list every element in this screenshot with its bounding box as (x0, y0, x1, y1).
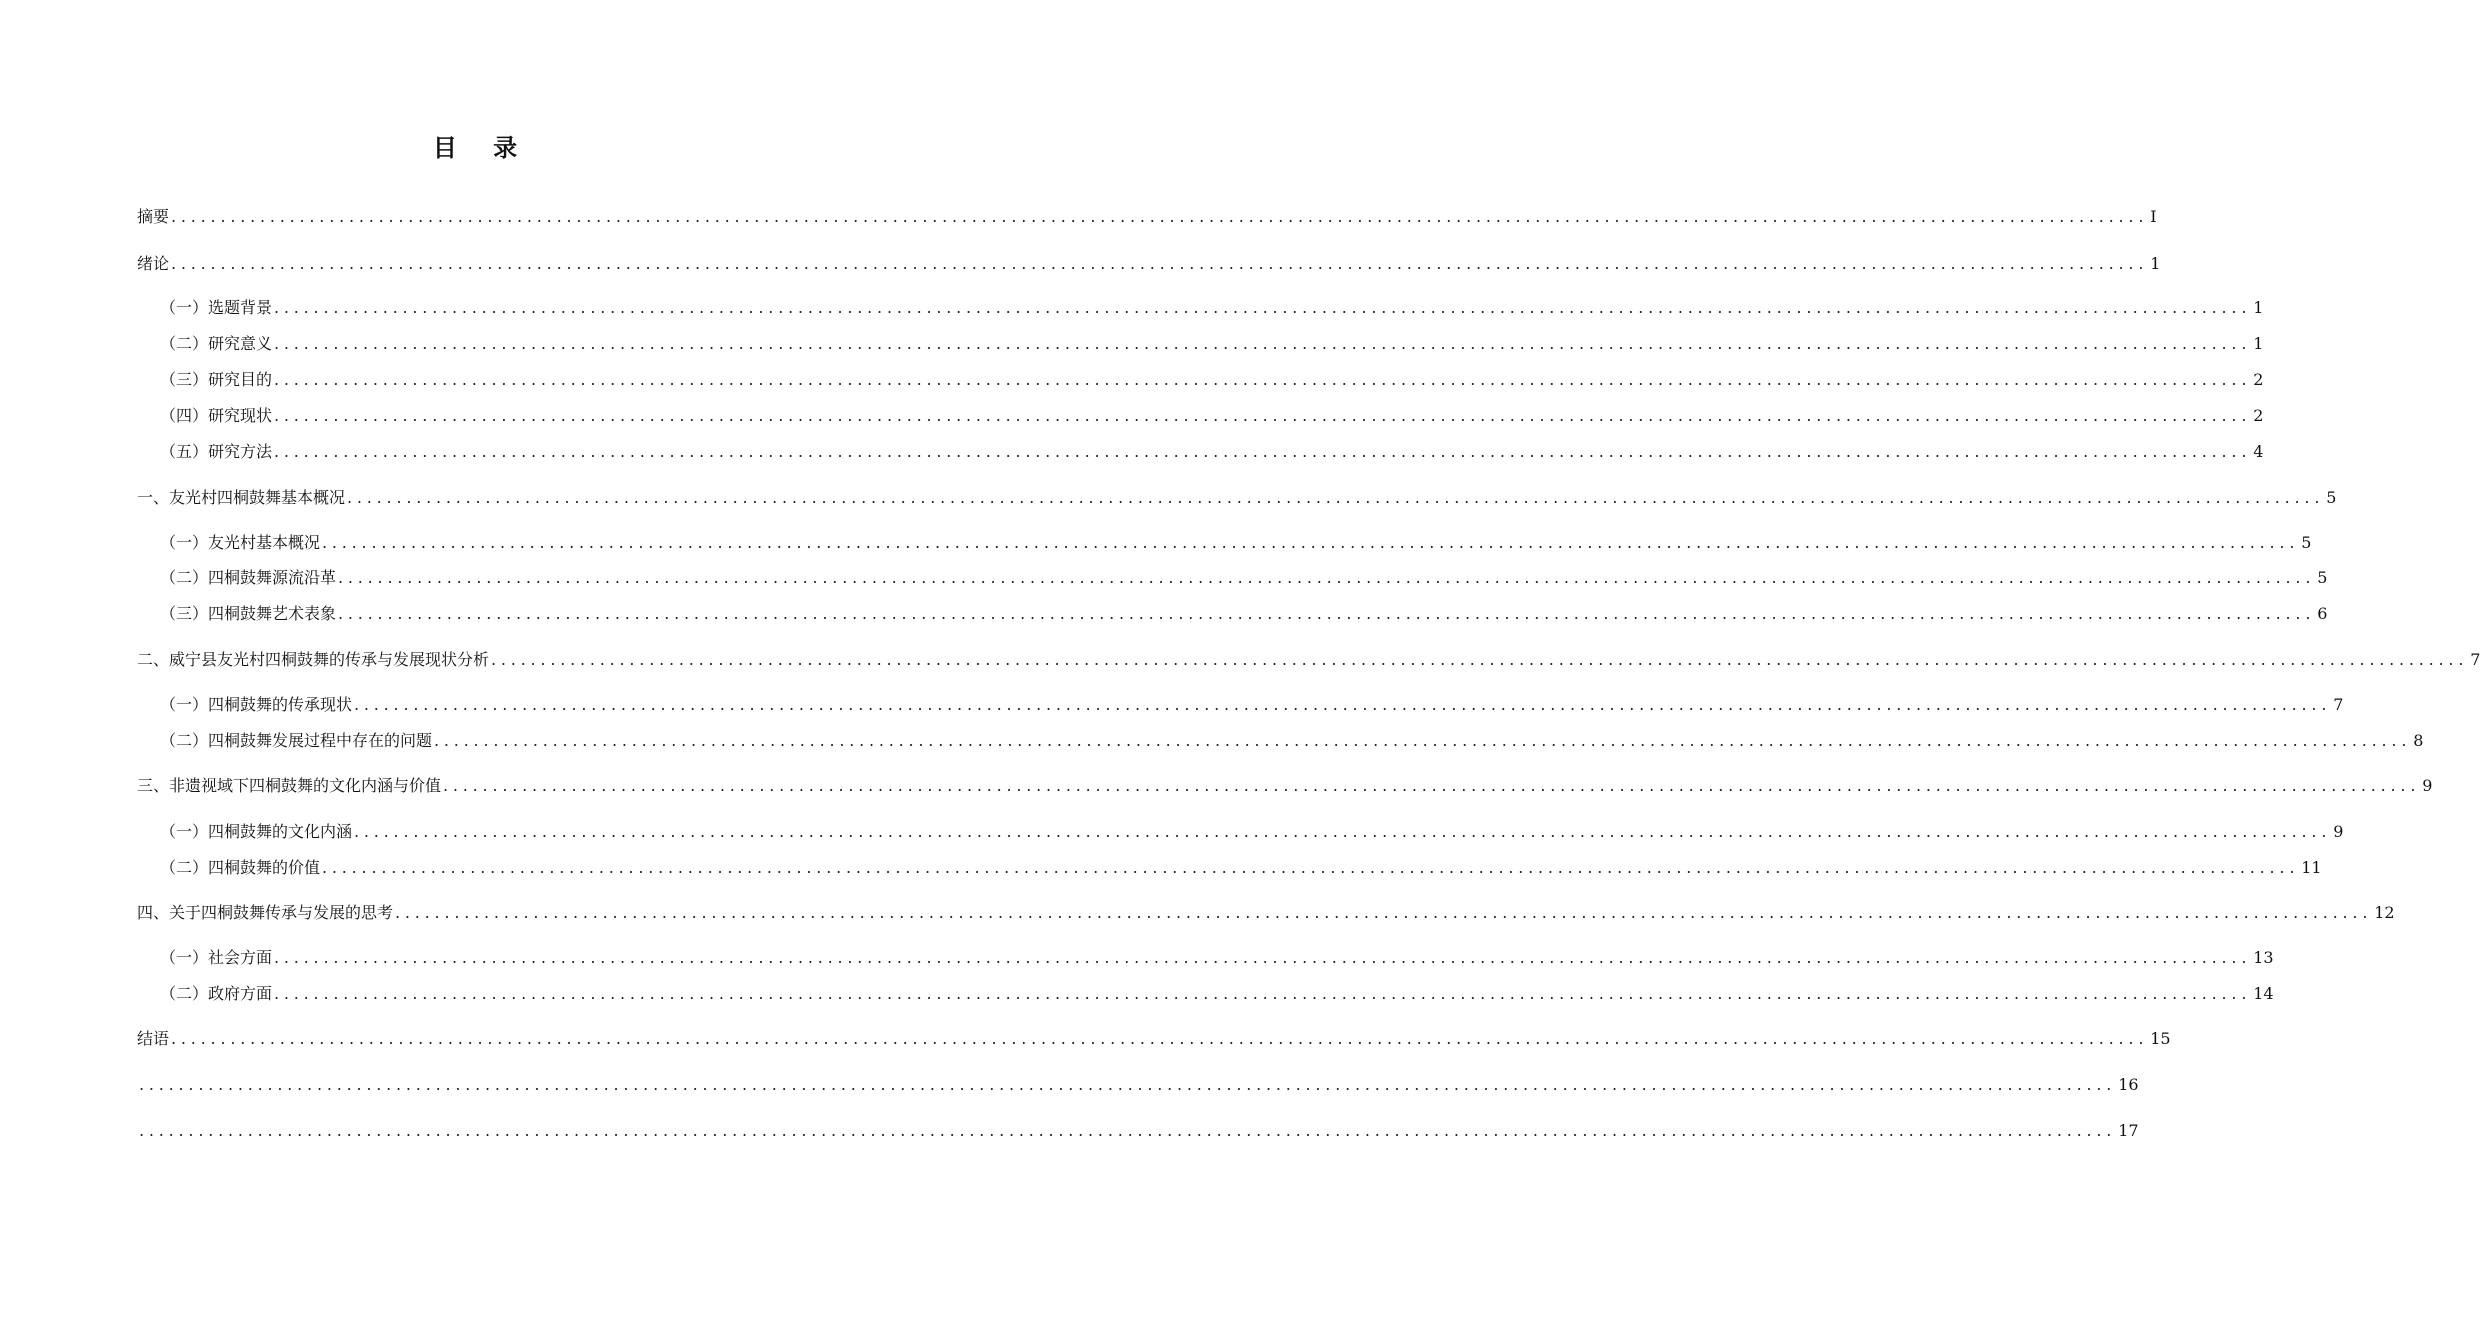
toc-entry-page: 11 (2301, 858, 2322, 877)
toc-entry[interactable] (137, 206, 2157, 228)
toc-dot-leader: ........................................................................................................................................................................................................ (274, 334, 2252, 353)
toc-entry-page: 2 (2253, 370, 2264, 389)
toc-dot-leader: ........................................................................................................................................................................................................ (354, 822, 2332, 841)
toc-dot-leader: ........................................................................................................................................................................................................ (338, 604, 2316, 623)
toc-entry-page: 13 (2253, 948, 2274, 967)
toc-entry[interactable] (137, 487, 2337, 509)
toc-entry-page: 9 (2333, 822, 2344, 841)
toc-dot-leader: ........................................................................................................................................................................................................ (171, 207, 2149, 226)
toc-dot-leader: ........................................................................................................................................................................................................ (443, 776, 2421, 795)
toc-dot-leader: ........................................................................................................................................................................................................ (139, 1075, 2117, 1094)
toc-entry-page: 7 (2470, 650, 2480, 669)
toc-entry-label: （五）研究方法 (160, 442, 273, 461)
toc-entry-label: （二）四桐鼓舞源流沿革 (160, 568, 337, 587)
toc-entry-label: 三、非遗视域下四桐鼓舞的文化内涵与价值 (137, 776, 442, 795)
toc-entry[interactable] (160, 947, 2274, 969)
toc-dot-leader: ........................................................................................................................................................................................................ (322, 533, 2300, 552)
toc-entry-page: 7 (2333, 695, 2344, 714)
toc-entry-page: 4 (2253, 442, 2264, 461)
toc-entry[interactable] (160, 369, 2264, 391)
toc-entry-page: 17 (2118, 1121, 2139, 1140)
toc-entry-label: （一）选题背景 (160, 298, 273, 317)
toc-dot-leader: ........................................................................................................................................................................................................ (434, 731, 2412, 750)
toc-dot-leader: ........................................................................................................................................................................................................ (491, 650, 2469, 669)
toc-entry-label: 四、关于四桐鼓舞传承与发展的思考 (137, 903, 394, 922)
toc-entry-page: 5 (2301, 533, 2312, 552)
toc-entry-page: 14 (2253, 984, 2274, 1003)
toc-entry-page: 5 (2326, 488, 2337, 507)
toc-entry[interactable] (160, 405, 2264, 427)
toc-entry[interactable] (160, 532, 2312, 554)
toc-entry[interactable] (160, 730, 2424, 752)
toc-entry[interactable] (137, 1120, 2139, 1142)
toc-entry-label: （二）四桐鼓舞的价值 (160, 858, 321, 877)
toc-dot-leader: ........................................................................................................................................................................................................ (171, 1029, 2149, 1048)
toc-entry-label: （一）友光村基本概况 (160, 533, 321, 552)
toc-dot-leader: ........................................................................................................................................................................................................ (274, 948, 2252, 967)
toc-entry-label: （三）研究目的 (160, 370, 273, 389)
toc-entry-page: 8 (2413, 731, 2424, 750)
toc-dot-leader: ........................................................................................................................................................................................................ (347, 488, 2325, 507)
toc-entry[interactable] (160, 333, 2264, 355)
toc-entry[interactable] (160, 297, 2264, 319)
toc-dot-leader: ........................................................................................................................................................................................................ (274, 406, 2252, 425)
toc-entry-label: （三）四桐鼓舞艺术表象 (160, 604, 337, 623)
toc-entry-label: 一、友光村四桐鼓舞基本概况 (137, 488, 346, 507)
toc-entry[interactable] (160, 821, 2344, 843)
toc-entry-page: 5 (2317, 568, 2328, 587)
toc-entry-page: 12 (2374, 903, 2395, 922)
toc-dot-leader: ........................................................................................................................................................................................................ (274, 370, 2252, 389)
toc-entry-page: 6 (2317, 604, 2328, 623)
toc-entry-page: 2 (2253, 406, 2264, 425)
toc-entry[interactable] (137, 902, 2395, 924)
toc-entry[interactable] (160, 603, 2328, 625)
toc-entry-page: 15 (2150, 1029, 2171, 1048)
toc-entry-label: 结语 (137, 1029, 170, 1048)
toc-dot-leader: ........................................................................................................................................................................................................ (139, 1121, 2117, 1140)
toc-entry[interactable] (160, 567, 2328, 589)
toc-entry-label: （四）研究现状 (160, 406, 273, 425)
toc-entry-page: 1 (2150, 254, 2161, 273)
toc-entry-label: （一）四桐鼓舞的文化内涵 (160, 822, 353, 841)
toc-entry[interactable] (137, 253, 2161, 275)
toc-entry[interactable] (160, 441, 2264, 463)
toc-entry-page: I (2150, 207, 2157, 226)
toc-entry-page: 1 (2253, 298, 2264, 317)
toc-entry[interactable] (160, 857, 2322, 879)
toc-entry-label: 二、威宁县友光村四桐鼓舞的传承与发展现状分析 (137, 650, 490, 669)
toc-entry-label: 绪论 (137, 254, 170, 273)
toc-entry-page: 9 (2422, 776, 2433, 795)
toc-entry-label: （一）四桐鼓舞的传承现状 (160, 695, 353, 714)
toc-dot-leader: ........................................................................................................................................................................................................ (395, 903, 2373, 922)
toc-dot-leader: ........................................................................................................................................................................................................ (171, 254, 2149, 273)
toc-dot-leader: ........................................................................................................................................................................................................ (274, 298, 2252, 317)
toc-dot-leader: ........................................................................................................................................................................................................ (322, 858, 2300, 877)
toc-entry[interactable] (137, 649, 2480, 671)
toc-entry-label: （二）研究意义 (160, 334, 273, 353)
toc-entry[interactable] (137, 1074, 2139, 1096)
toc-entry-page: 16 (2118, 1075, 2139, 1094)
toc-entry-label: （二）政府方面 (160, 984, 273, 1003)
page-title: 目 录 (432, 134, 532, 162)
toc-entry-label: （二）四桐鼓舞发展过程中存在的问题 (160, 731, 433, 750)
toc-entry[interactable] (160, 694, 2344, 716)
toc-entry[interactable] (137, 775, 2433, 797)
toc-entry-label: 摘要 (137, 207, 170, 226)
toc-entry[interactable] (137, 1028, 2171, 1050)
toc-entry[interactable] (160, 983, 2274, 1005)
toc-dot-leader: ........................................................................................................................................................................................................ (274, 984, 2252, 1003)
toc-entry-page: 1 (2253, 334, 2264, 353)
toc-entry-label: （一）社会方面 (160, 948, 273, 967)
toc-dot-leader: ........................................................................................................................................................................................................ (338, 568, 2316, 587)
toc-dot-leader: ........................................................................................................................................................................................................ (354, 695, 2332, 714)
toc-dot-leader: ........................................................................................................................................................................................................ (274, 442, 2252, 461)
